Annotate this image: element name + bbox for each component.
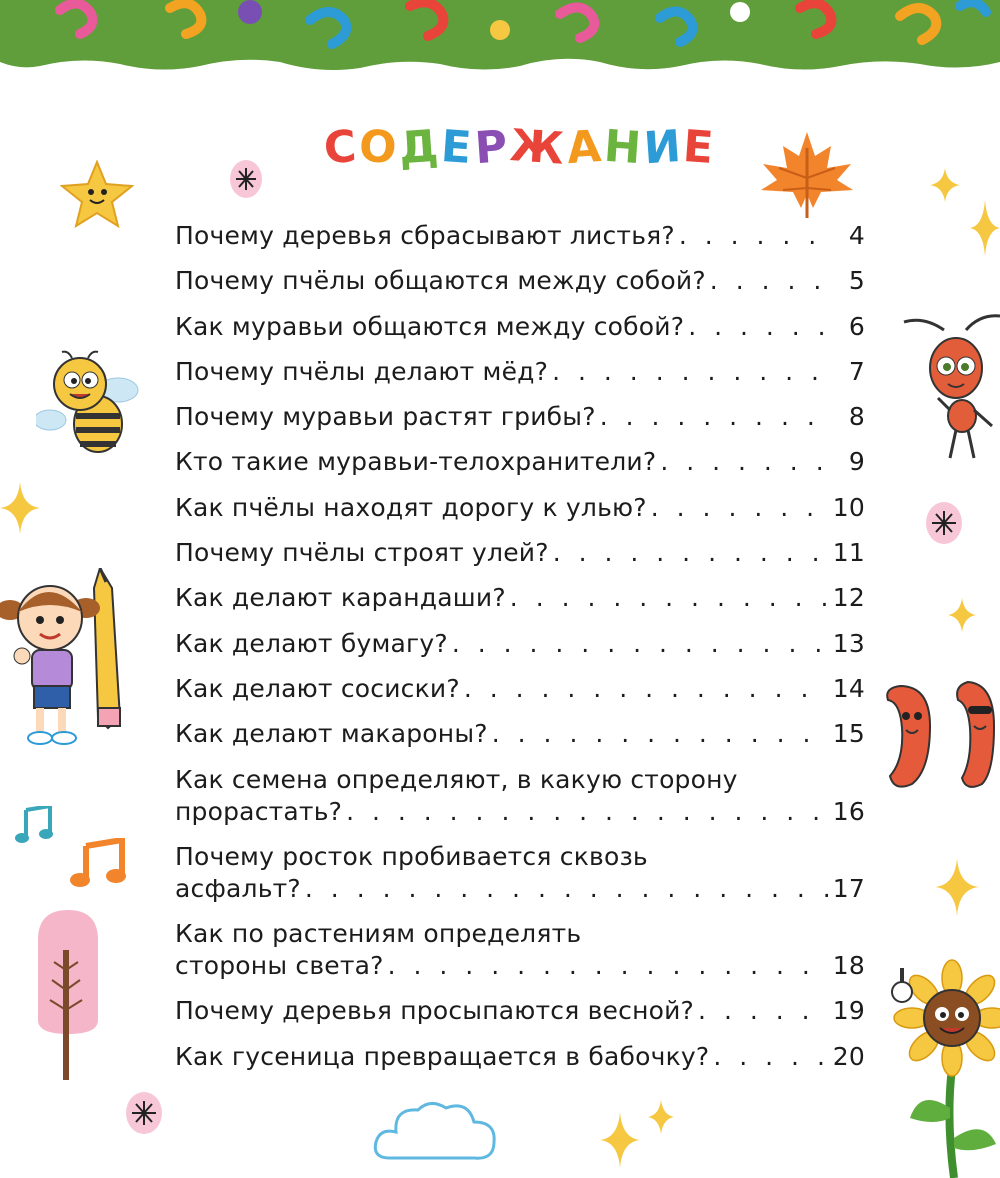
maple-leaf-icon — [755, 128, 859, 220]
title-letter: Е — [681, 120, 719, 175]
toc-entry[interactable] — [175, 220, 865, 252]
toc-page-number: 17 — [832, 873, 865, 903]
toc-entry-title-line1: Как по растениям определять — [175, 919, 582, 949]
toc-entry[interactable] — [175, 537, 865, 569]
dot-leader — [492, 718, 829, 750]
toc-entry-title: Как пчёлы находят дорогу к улью? — [175, 492, 647, 522]
sparkle-icon — [648, 1100, 674, 1134]
music-note-icon — [70, 838, 126, 888]
toc-page-number: 5 — [848, 266, 865, 296]
dot-leader — [660, 446, 835, 478]
toc-page-number: 8 — [848, 402, 865, 432]
toc-entry[interactable] — [175, 356, 865, 388]
toc-page-number: 20 — [832, 1041, 865, 1071]
toc-entry-title: Почему пчёлы строят улей? — [175, 538, 549, 568]
title-letter: А — [564, 120, 606, 175]
toc-entry-title: Почему пчёлы общаются между собой? — [175, 266, 706, 296]
title-letter: Ж — [508, 120, 569, 175]
dot-leader — [452, 628, 829, 660]
toc-page-number: 11 — [832, 538, 865, 568]
sparkle-icon — [930, 168, 960, 202]
sparkle-icon — [0, 482, 40, 534]
cloud-icon — [372, 1098, 500, 1168]
toc-entry-title-line2: прорастать? — [175, 796, 343, 826]
toc-page-number: 10 — [832, 492, 865, 522]
toc-entry-title-line2: асфальт? — [175, 873, 301, 903]
sparkle-icon — [935, 858, 979, 916]
toc-entry-title: Почему пчёлы делают мёд? — [175, 356, 549, 386]
title-letter: Е — [439, 120, 477, 175]
dot-leader — [698, 995, 829, 1027]
dot-leader — [600, 401, 835, 433]
toc-entry[interactable] — [175, 446, 865, 478]
table-of-contents — [175, 220, 865, 1086]
toc-page-number: 19 — [832, 996, 865, 1026]
dot-leader — [552, 356, 835, 388]
toc-page-number: 6 — [848, 311, 865, 341]
toc-entry[interactable] — [175, 401, 865, 433]
toc-entry[interactable] — [175, 718, 865, 750]
bee-character-icon — [36, 350, 140, 460]
toc-entry-title: Почему муравьи растят грибы? — [175, 402, 596, 432]
title-letter: О — [357, 120, 402, 175]
dot-leader — [713, 1041, 828, 1073]
asterisk-icon — [924, 500, 964, 546]
toc-page-number: 14 — [832, 673, 865, 703]
toc-entry-title: Как делают макароны? — [175, 719, 488, 749]
asterisk-icon — [228, 158, 264, 200]
toc-page-number: 12 — [832, 583, 865, 613]
toc-entry-title: Как делают сосиски? — [175, 673, 460, 703]
girl-with-pencil-icon — [0, 568, 150, 748]
title-letter: Р — [472, 120, 512, 175]
dot-leader — [346, 796, 829, 828]
sparkle-icon — [600, 1112, 640, 1168]
toc-page-number: 15 — [832, 719, 865, 749]
title-letter: Н — [602, 120, 646, 175]
toc-entry[interactable] — [175, 995, 865, 1027]
dot-leader — [305, 873, 829, 905]
dot-leader — [510, 582, 829, 614]
toc-entry-title-line1: Как семена определяют, в какую сторону — [175, 764, 738, 794]
title-letter: И — [641, 120, 686, 175]
toc-entry[interactable] — [175, 1041, 865, 1073]
toc-entry[interactable] — [175, 582, 865, 614]
title-letter: С — [321, 120, 361, 175]
toc-entry[interactable] — [175, 311, 865, 343]
toc-entry[interactable] — [175, 492, 865, 524]
toc-entry-title: Как гусеница превращается в бабочку? — [175, 1041, 710, 1071]
music-note-icon — [14, 806, 54, 846]
toc-entry-title: Как муравьи общаются между собой? — [175, 311, 685, 341]
dot-leader — [679, 220, 835, 252]
asterisk-icon — [124, 1090, 164, 1136]
sunflower-character-icon — [880, 958, 1000, 1178]
dot-leader — [553, 537, 829, 569]
toc-entry[interactable] — [175, 265, 865, 297]
ant-character-icon — [900, 310, 1000, 460]
toc-entry-title-line1: Почему росток пробивается сквозь — [175, 841, 648, 871]
toc-entry[interactable] — [175, 918, 865, 982]
sparkle-icon — [970, 200, 1000, 256]
toc-entry-title-line2: стороны света? — [175, 951, 384, 981]
toc-entry[interactable] — [175, 764, 865, 828]
dot-leader — [688, 311, 835, 343]
title-letter: Д — [397, 120, 444, 175]
smiling-star-icon — [60, 160, 134, 228]
dot-leader — [651, 492, 829, 524]
toc-entry-title: Как делают бумагу? — [175, 628, 448, 658]
toc-entry-title: Как делают карандаши? — [175, 583, 506, 613]
dot-leader — [464, 673, 829, 705]
dot-leader — [388, 950, 829, 982]
dot-leader — [710, 265, 835, 297]
toc-entry-title: Почему деревья сбрасывают листья? — [175, 221, 675, 250]
toc-entry-title: Почему деревья просыпаются весной? — [175, 996, 695, 1026]
pink-tree-icon — [30, 910, 106, 1080]
decorative-top-border — [0, 0, 1000, 80]
toc-page-number: 18 — [832, 951, 865, 981]
toc-page-number: 13 — [832, 628, 865, 658]
toc-page-number: 9 — [848, 447, 865, 477]
toc-entry[interactable] — [175, 673, 865, 705]
toc-entry[interactable] — [175, 628, 865, 660]
toc-page-number: 7 — [848, 356, 865, 386]
toc-page-number: 16 — [832, 796, 865, 826]
sausages-characters-icon — [872, 676, 1000, 800]
toc-page-number: 4 — [848, 221, 865, 250]
toc-entry[interactable] — [175, 841, 865, 905]
toc-entry-title: Кто такие муравьи-телохранители? — [175, 447, 657, 477]
sparkle-icon — [948, 598, 976, 632]
